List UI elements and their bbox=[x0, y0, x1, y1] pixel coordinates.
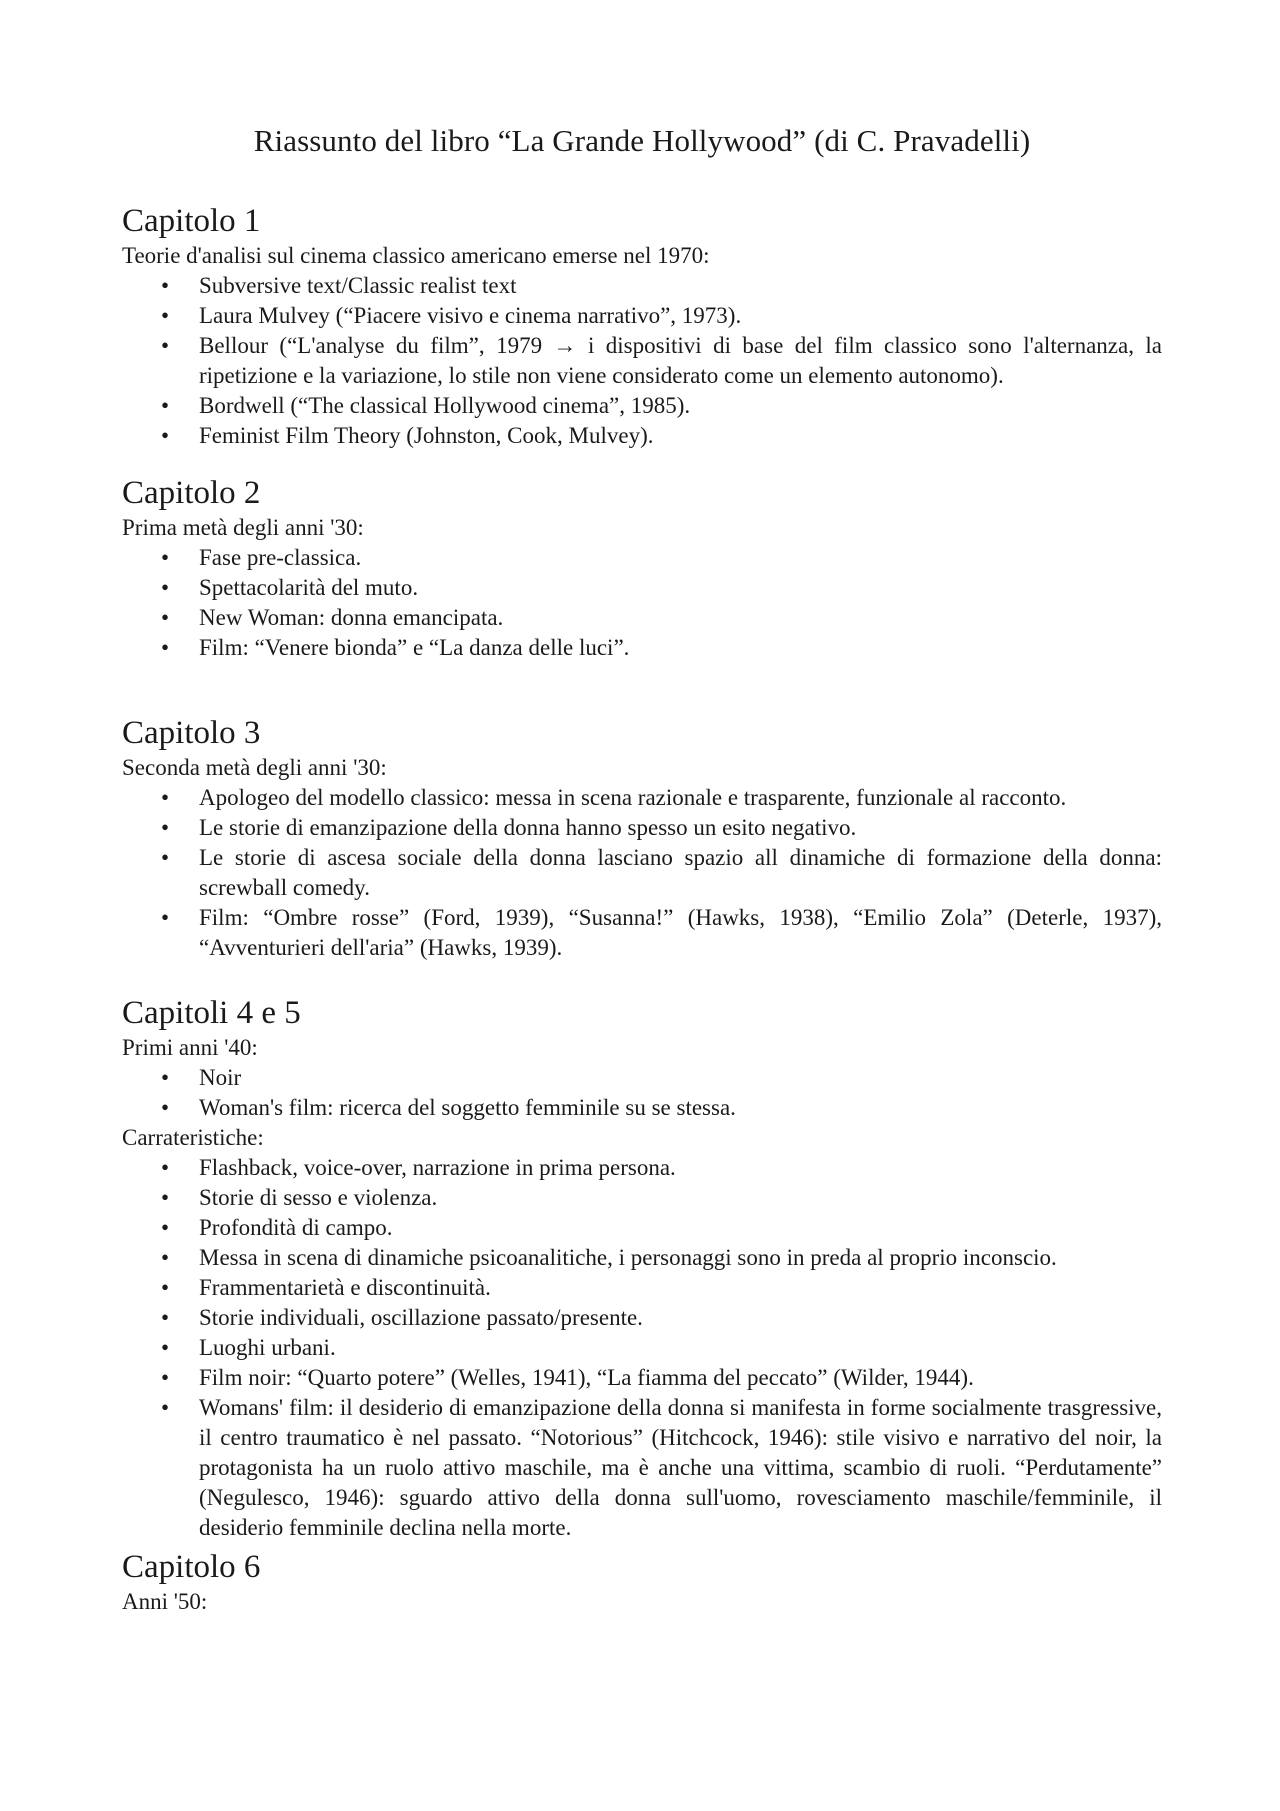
list-item: • Subversive text/Classic realist text bbox=[199, 271, 1162, 301]
list-item: • Fase pre-classica. bbox=[199, 543, 1162, 573]
list-item: • Film noir: “Quarto potere” (Welles, 1941), “La fiamma del peccato” (Wilder, 1944). bbox=[199, 1363, 1162, 1393]
list-item: • New Woman: donna emancipata. bbox=[199, 603, 1162, 633]
bullet-list bbox=[122, 543, 1162, 663]
bullet-list bbox=[122, 783, 1162, 963]
section-heading: Capitolo 2 bbox=[122, 475, 261, 512]
bullet-list bbox=[122, 1153, 1162, 1543]
section-intro: Anni '50: bbox=[122, 1589, 208, 1615]
section-heading: Capitolo 3 bbox=[122, 715, 261, 752]
list-item: • Le storie di ascesa sociale della donna lasciano spazio all dinamiche di formazione della donna: screwball comedy. bbox=[199, 843, 1162, 903]
section-intro: Prima metà degli anni '30: bbox=[122, 515, 364, 541]
list-item: • Frammentarietà e discontinuità. bbox=[199, 1273, 1162, 1303]
bullet-list bbox=[122, 271, 1162, 451]
list-item: • Luoghi urbani. bbox=[199, 1333, 1162, 1363]
section-capitoli-4-5 bbox=[122, 993, 1162, 1543]
list-item: • Womans' film: il desiderio di emanzipazione della donna si manifesta in forme socialmente trasgressive, il centro traumatico è nel passato. “Notorious” (Hitchcock, 1946): stile visivo e narrativo del noir, la protagonista ha un ruolo attivo maschile, ma è anche una vittima, scambio di ruoli. “Perdutamente” (Negulesco, 1946): sguardo attivo della donna sull'uomo, rovesciamento maschile/femminile, il desiderio femminile declina nella morte. bbox=[199, 1393, 1162, 1543]
document-title: Riassunto del libro “La Grande Hollywood” (di C. Pravadelli) bbox=[253, 123, 1031, 158]
section-capitolo-6 bbox=[122, 1547, 1162, 1617]
list-item: • Messa in scena di dinamiche psicoanalitiche, i personaggi sono in preda al proprio inconscio. bbox=[199, 1243, 1162, 1273]
list-item: • Laura Mulvey (“Piacere visivo e cinema narrativo”, 1973). bbox=[199, 301, 1162, 331]
section-capitolo-2 bbox=[122, 473, 1162, 663]
list-item: • Le storie di emanzipazione della donna hanno spesso un esito negativo. bbox=[199, 813, 1162, 843]
list-item: • Apologeo del modello classico: messa in scena razionale e trasparente, funzionale al racconto. bbox=[199, 783, 1162, 813]
list-item: • Profondità di campo. bbox=[199, 1213, 1162, 1243]
section-capitolo-3 bbox=[122, 713, 1162, 963]
section-intro: Teorie d'analisi sul cinema classico americano emerse nel 1970: bbox=[122, 243, 710, 269]
list-item: • Flashback, voice-over, narrazione in prima persona. bbox=[199, 1153, 1162, 1183]
document-page bbox=[122, 122, 1162, 1617]
section-subintro: Carrateristiche: bbox=[122, 1125, 264, 1151]
list-item: • Film: “Venere bionda” e “La danza delle luci”. bbox=[199, 633, 1162, 663]
list-item: • Storie di sesso e violenza. bbox=[199, 1183, 1162, 1213]
bullet-list bbox=[122, 1063, 1162, 1123]
section-capitolo-1 bbox=[122, 201, 1162, 451]
spacer bbox=[122, 663, 1162, 713]
list-item: • Feminist Film Theory (Johnston, Cook, Mulvey). bbox=[199, 421, 1162, 451]
section-intro: Seconda metà degli anni '30: bbox=[122, 755, 387, 781]
spacer bbox=[122, 451, 1162, 473]
list-item: • Spettacolarità del muto. bbox=[199, 573, 1162, 603]
section-intro: Primi anni '40: bbox=[122, 1035, 258, 1061]
list-item: • Bellour (“L'analyse du film”, 1979 → i dispositivi di base del film classico sono l'alternanza, la ripetizione e la variazione, lo stile non viene considerato come un elemento autonomo). bbox=[199, 331, 1162, 391]
section-heading: Capitolo 1 bbox=[122, 203, 261, 240]
list-item: • Film: “Ombre rosse” (Ford, 1939), “Susanna!” (Hawks, 1938), “Emilio Zola” (Deterle, 1937), “Avventurieri dell'aria” (Hawks, 1939). bbox=[199, 903, 1162, 963]
list-item: • Woman's film: ricerca del soggetto femminile su se stessa. bbox=[199, 1093, 1162, 1123]
spacer bbox=[122, 963, 1162, 993]
section-heading: Capitoli 4 e 5 bbox=[122, 995, 301, 1032]
section-heading: Capitolo 6 bbox=[122, 1549, 261, 1586]
list-item: • Storie individuali, oscillazione passato/presente. bbox=[199, 1303, 1162, 1333]
list-item: • Bordwell (“The classical Hollywood cinema”, 1985). bbox=[199, 391, 1162, 421]
list-item: • Noir bbox=[199, 1063, 1162, 1093]
